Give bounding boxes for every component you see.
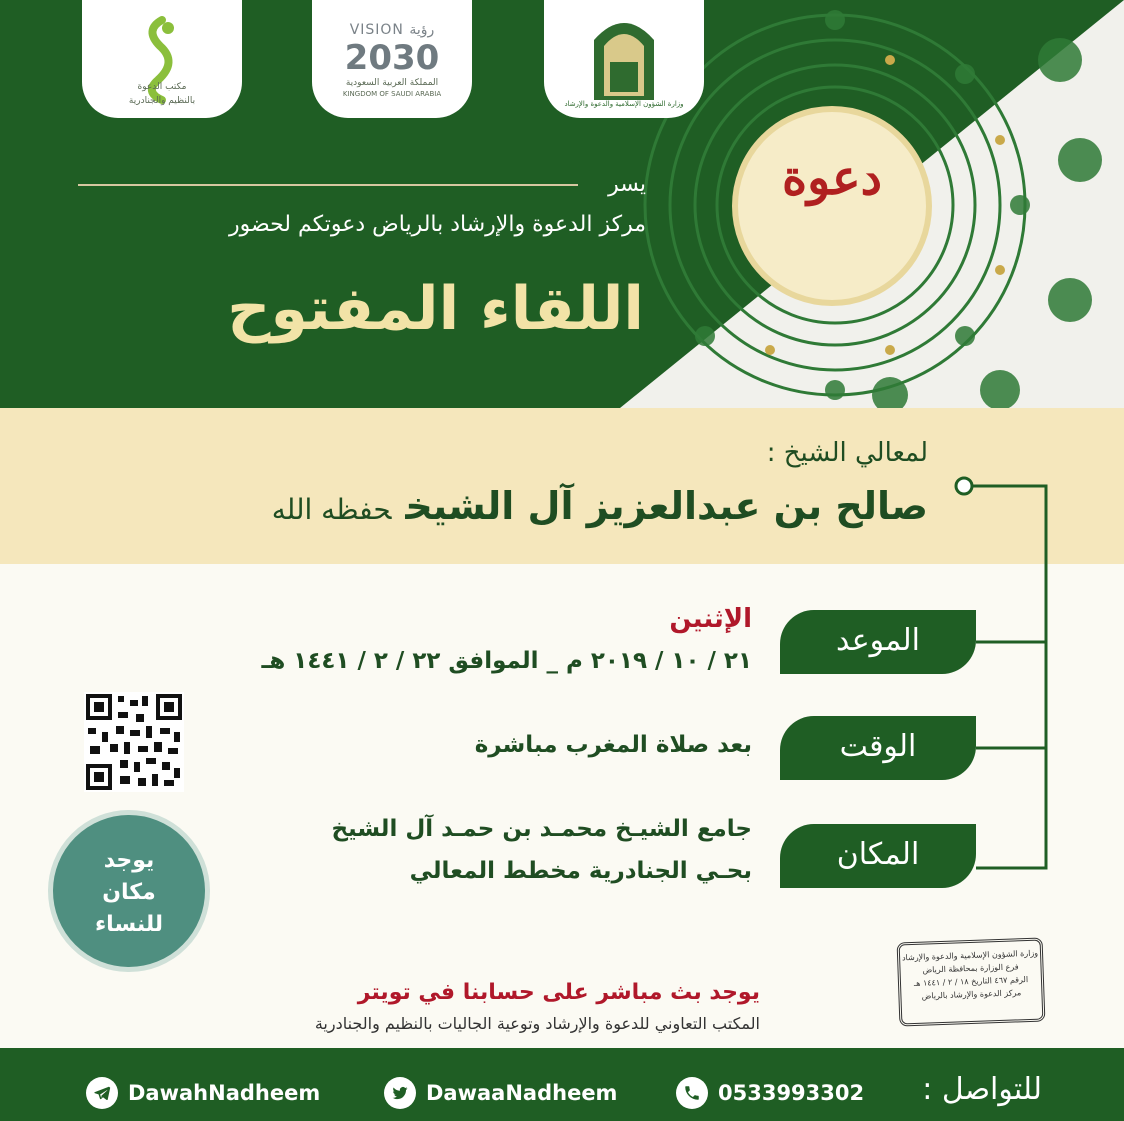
twitter-handle: DawaaNadheem <box>426 1081 618 1105</box>
office-name: المكتب التعاوني للدعوة والإرشاد وتوعية الجاليات بالنظيم والجنادرية <box>314 1014 760 1033</box>
twitter-icon <box>384 1077 416 1109</box>
date-pill: الموعد <box>780 610 976 674</box>
sheikh-name <box>272 484 928 528</box>
approval-stamp <box>897 937 1046 1026</box>
contact-label: للتواصل : <box>922 1072 1042 1107</box>
stamp-line-3: الرقم ٤٦٧ التاريخ ١٨ / ٢ / ١٤٤١ هـ <box>913 975 1029 988</box>
telegram-contact[interactable] <box>86 1076 320 1110</box>
women-badge-line-3: للنساء <box>94 912 164 937</box>
dawah-office-caption-1: مكتب الدعوة <box>137 82 187 92</box>
vision-kingdom-en: KINGDOM OF SAUDI ARABIA <box>342 90 442 98</box>
event-title: اللقاء المفتوح <box>227 274 644 344</box>
invitation-text: مركز الدعوة والإرشاد بالرياض دعوتكم لحضور <box>229 212 646 237</box>
phone-icon <box>676 1077 708 1109</box>
ministry-caption: وزارة الشؤون الإسلامية والدعوة والإرشاد <box>564 100 684 108</box>
stamp-line-1: وزارة الشؤون الإسلامية والدعوة والإرشاد <box>901 948 1039 963</box>
telegram-icon <box>86 1077 118 1109</box>
vision-year: 2030 <box>344 38 440 78</box>
phone-number: 0533993302 <box>718 1081 865 1105</box>
dawah-office-logo <box>82 0 242 118</box>
event-time: بعد صلاة المغرب مباشرة <box>474 732 752 758</box>
vision-kingdom-ar: المملكة العربية السعودية <box>345 78 439 88</box>
vision-label: VISION رؤية <box>349 22 435 38</box>
sheikh-label: لمعالي الشيخ : <box>766 438 928 468</box>
telegram-handle: DawahNadheem <box>128 1081 321 1105</box>
header-divider <box>78 184 578 186</box>
event-date: ٢١ / ١٠ / ٢٠١٩ م _ الموافق ٢٢ / ٢ / ١٤٤١ هـ <box>261 648 752 674</box>
women-badge-line-1: يوجد <box>103 848 155 873</box>
medallion-calligraphy: دعوة <box>782 150 882 206</box>
phone-contact[interactable] <box>676 1076 864 1110</box>
dawah-office-caption-2: بالنظيم والجنادرية <box>128 96 196 106</box>
vision-2030-logo <box>312 0 472 118</box>
place-pill: المكان <box>780 824 976 888</box>
time-pill: الوقت <box>780 716 976 780</box>
twitter-contact[interactable] <box>384 1076 617 1110</box>
ministry-logo <box>544 0 704 118</box>
dawah-medallion <box>732 106 932 306</box>
sheikh-honorific: حفظه الله <box>271 493 392 526</box>
women-space-badge <box>48 810 210 972</box>
women-badge-line-2: مكان <box>102 880 156 905</box>
qr-code[interactable] <box>84 692 184 792</box>
stamp-line-4: مركز الدعوة والإرشاد بالرياض <box>921 988 1022 1001</box>
event-day: الإثنين <box>669 604 752 634</box>
stamp-line-2: فرع الوزارة بمحافظة الرياض <box>922 962 1019 975</box>
header-section <box>0 0 1124 408</box>
event-place-line-1: جامع الشيـخ محمـد بن حمـد آل الشيخ <box>331 816 752 842</box>
sheikh-name-text: صالح بن عبدالعزيز آل الشيخ <box>405 484 928 528</box>
event-place-line-2: بحـي الجنادرية مخطط المعالي <box>409 858 752 884</box>
pre-line-text: يسر <box>608 172 646 197</box>
live-broadcast-note: يوجد بث مباشر على حسابنا في تويتر <box>357 980 760 1005</box>
